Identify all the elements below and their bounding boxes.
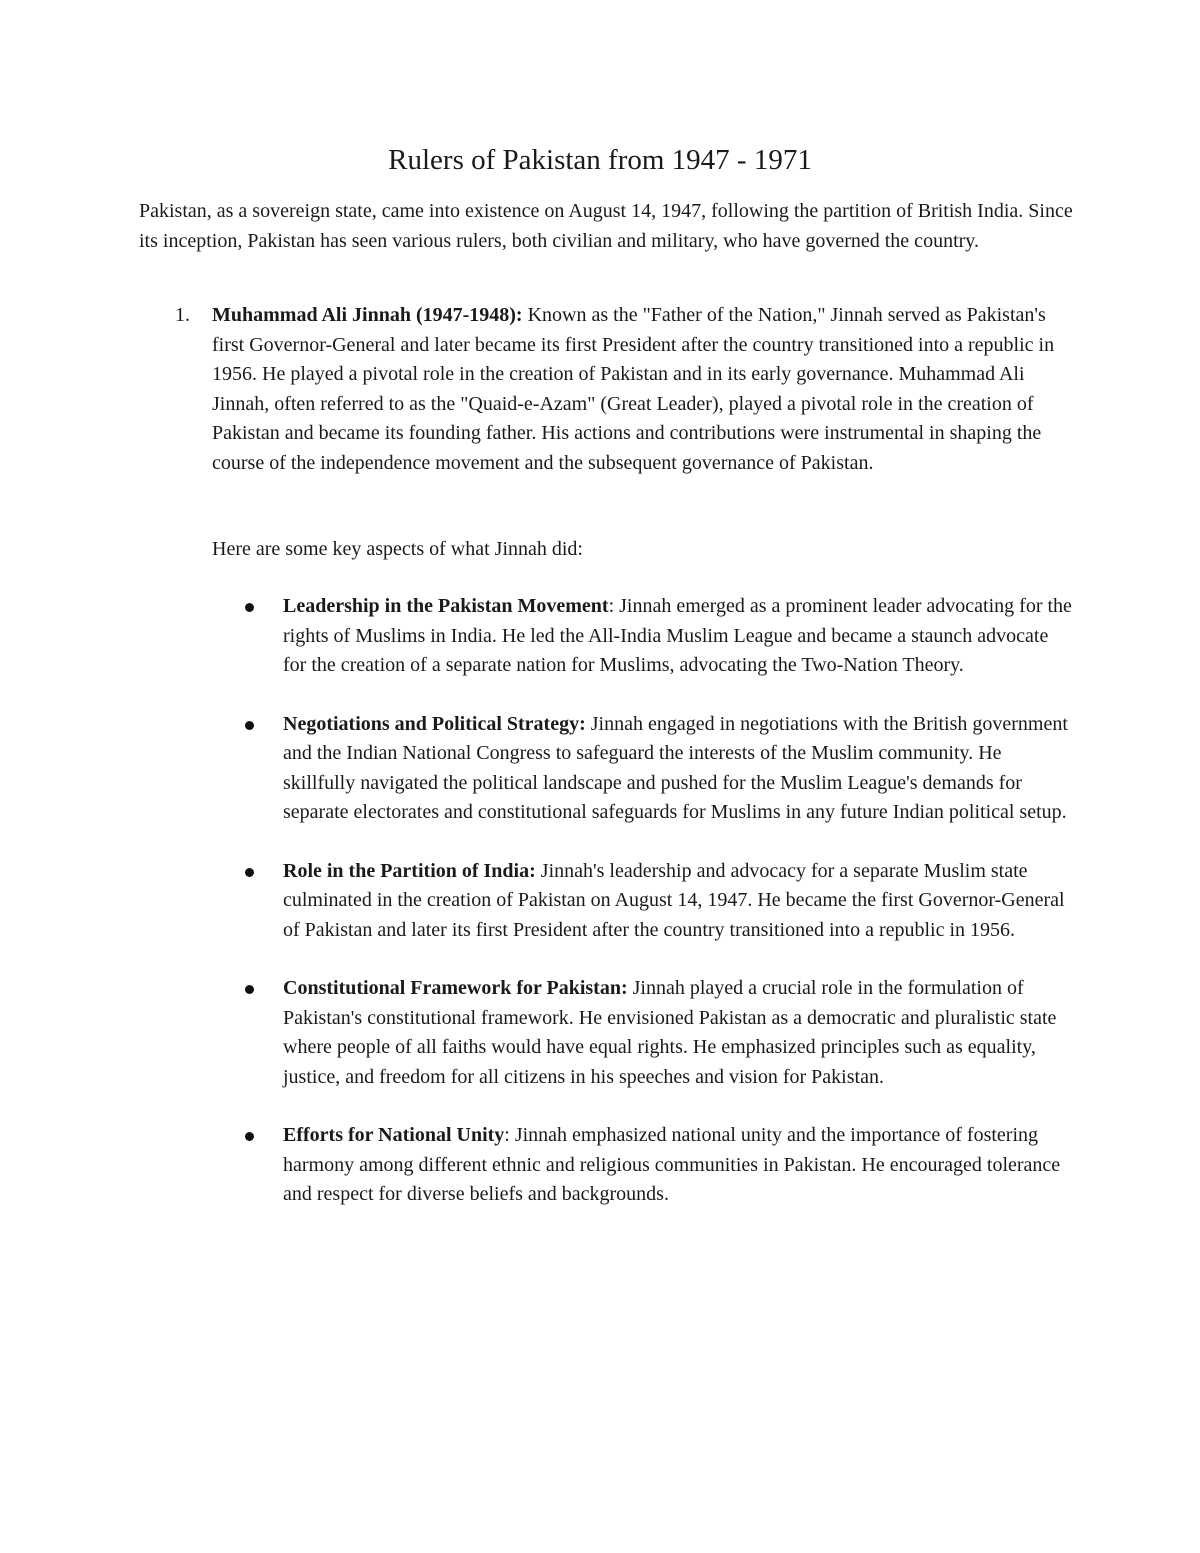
bullet-icon (245, 721, 254, 730)
bullet-item (212, 1121, 1072, 1210)
bullet-item (212, 974, 1072, 1092)
bullet-heading: Efforts for National Unity (283, 1124, 505, 1146)
bullet-item (212, 592, 1072, 681)
bullet-text: : Jinnah emphasized national unity and the importance of fostering harmony among different ethnic and religious communities in Pakistan. He encouraged tolerance and respect for diverse beliefs and backgrounds. (283, 1124, 1061, 1205)
bullet-text: Jinnah's leadership and advocacy for a separate Muslim state culminated in the creation of Pakistan on August 14, 1947. He became the first Governor-General of Pakistan and later its first President after the country transitioned into a republic in 1956. (283, 859, 1065, 941)
bullet-heading: Leadership in the Pakistan Movement (283, 595, 609, 617)
bullet-text: Jinnah engaged in negotiations with the British government and the Indian National Congress to safeguard the interests of the Muslim community. He skillfully navigated the political landscape and pushed for the Muslim League's demands for separate electorates and constitutional safeguards for Muslims in any future Indian political setup. (283, 712, 1068, 823)
bullet-icon (245, 868, 254, 877)
bullet-icon (245, 603, 254, 612)
bullet-icon (245, 1132, 254, 1141)
bullet-list (212, 592, 1072, 1239)
bullet-heading: Constitutional Framework for Pakistan: (283, 977, 628, 999)
bullet-icon (245, 985, 254, 994)
list-number: 1. (175, 304, 190, 326)
document-title: Rulers of Pakistan from 1947 - 1971 (388, 144, 812, 176)
lead-paragraph: Here are some key aspects of what Jinnah did: (212, 538, 583, 560)
intro-paragraph: Pakistan, as a sovereign state, came into existence on August 14, 1947, following the partition of British India. Since its inception, Pakistan has seen various rulers, both civilian and military, who have governed the country. (139, 200, 1073, 252)
bullet-text: : Jinnah emerged as a prominent leader advocating for the rights of Muslims in India. He led the All-India Muslim League and became a staunch advocate for the creation of a separate nation for Muslims, advocating the Two-Nation Theory. (283, 595, 1072, 676)
list-item-body (212, 301, 1072, 478)
bullet-text: Jinnah played a crucial role in the formulation of Pakistan's constitutional framework. He envisioned Pakistan as a democratic and pluralistic state where people of all faiths would have equal rights. He emphasized principles such as equality, justice, and freedom for all citizens in his speeches and vision for Pakistan. (283, 977, 1057, 1088)
bullet-item (212, 710, 1072, 828)
bullet-item (212, 857, 1072, 946)
bullet-heading: Negotiations and Political Strategy: (283, 712, 586, 735)
bullet-heading: Role in the Partition of India: (283, 859, 536, 882)
list-item-heading: Muhammad Ali Jinnah (1947-1948): (212, 304, 523, 326)
list-item-text: Known as the "Father of the Nation," Jinnah served as Pakistan's first Governor-General and later became its first President after the country transitioned into a republic in 1956. He played a pivotal role in the creation of Pakistan and in its early governance. Muhammad Ali Jinnah, often referred to as the "Quaid-e-Azam" (Great Leader), played a pivotal role in the creation of Pakistan and became its founding father. His actions and contributions were instrumental in shaping the course of the independence movement and the subsequent governance of Pakistan. (212, 304, 1055, 474)
